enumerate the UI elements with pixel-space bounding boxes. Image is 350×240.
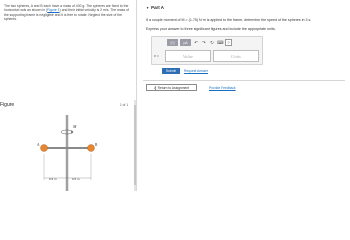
provide-feedback-link[interactable]: Provide Feedback bbox=[209, 86, 236, 90]
part-title: Part A bbox=[151, 5, 164, 10]
value-input[interactable]: Value bbox=[165, 50, 211, 62]
keyboard-icon[interactable]: ⌨ bbox=[217, 40, 224, 45]
submit-button[interactable]: Submit bbox=[162, 68, 180, 74]
sphere-b-label: B bbox=[95, 143, 98, 147]
dim-right-label: 0.5 m bbox=[72, 177, 80, 181]
units-input[interactable]: Units bbox=[213, 50, 259, 62]
instruction-text: Express your answer to three significant figures and include the appropriate units. bbox=[146, 27, 276, 31]
reset-icon[interactable]: ↻ bbox=[210, 40, 214, 45]
return-to-assignment-button[interactable]: ❮ Return to Assignment bbox=[146, 84, 197, 91]
sphere-a bbox=[41, 145, 48, 152]
part-header[interactable] bbox=[146, 5, 164, 10]
undo-icon[interactable]: ↶ bbox=[194, 40, 198, 45]
figure-page-indicator: 1 of 1 bbox=[120, 103, 128, 107]
problem-statement bbox=[4, 4, 134, 22]
problem-panel bbox=[0, 0, 136, 191]
dim-left-label: 0.5 m bbox=[49, 177, 57, 181]
sphere-b bbox=[88, 145, 95, 152]
templates-button[interactable]: ▯⁄▯ bbox=[167, 39, 178, 46]
answer-panel bbox=[136, 0, 350, 191]
help-button[interactable]: ? bbox=[225, 39, 232, 46]
section-divider bbox=[143, 80, 345, 81]
problem-text-1: The two spheres, A and B each have a mass of 400 g. The spheres are fixed to the horizontal rods as shown in ( bbox=[4, 4, 129, 13]
problem-text-2: ) and their initial velocity is 2 m/s. The mass of the supporting frame is negligible and it is free to rotate. Neglect the size of the spheres. bbox=[4, 8, 129, 22]
math-toolbar bbox=[167, 39, 232, 46]
variable-label: v = bbox=[154, 54, 159, 58]
frame-figure bbox=[20, 112, 120, 191]
figure-heading: Figure bbox=[0, 102, 15, 108]
moment-label: M bbox=[73, 124, 77, 129]
sphere-a-label: A bbox=[37, 143, 40, 147]
answer-input-area bbox=[151, 36, 263, 65]
request-answer-link[interactable]: Request Answer bbox=[184, 69, 209, 73]
redo-icon[interactable]: ↷ bbox=[202, 40, 206, 45]
collapse-caret-icon[interactable]: ▼ bbox=[146, 5, 150, 10]
figure-link[interactable]: Figure 1 bbox=[47, 8, 60, 13]
symbols-button[interactable]: μA bbox=[180, 39, 191, 46]
question-text: If a couple moment of M = (1.75) N·m is applied to the frame, determine the speed of the spheres in 3 s. bbox=[146, 18, 312, 22]
